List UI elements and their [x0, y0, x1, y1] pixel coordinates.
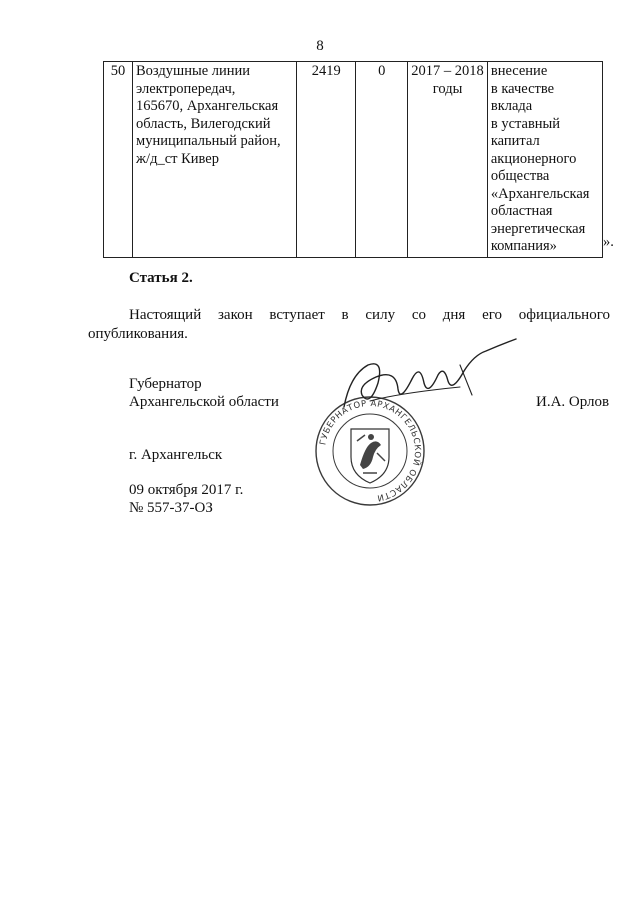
signatory-title-line: Архангельской области	[129, 394, 279, 410]
period-cell	[408, 62, 488, 258]
handwritten-signature	[340, 335, 530, 415]
method-line: в уставный	[490, 115, 561, 132]
method-line: в качестве	[490, 80, 555, 97]
row-number: 50	[104, 62, 133, 258]
length-cell: 2419	[297, 62, 356, 258]
article-text-line: опубликования.	[88, 326, 188, 342]
city: г. Архангельск	[129, 447, 223, 463]
law-date: 09 октября 2017 г.	[129, 482, 244, 498]
method-cell	[487, 62, 602, 258]
seal-ring-text: ГУБЕРНАТОР АРХАНГЕЛЬСКОЙ ОБЛАСТИ	[318, 398, 423, 503]
method-line: компания»	[490, 238, 557, 254]
method-line: «Архангельская	[490, 185, 590, 202]
object-name-line: ж/д_ст Кивер	[136, 150, 219, 167]
article-heading: Статья 2.	[129, 270, 193, 286]
method-line: энергетическая	[490, 220, 586, 237]
method-line: областная	[490, 203, 553, 219]
period-line: 2017 – 2018	[411, 63, 484, 79]
method-line: акционерного	[490, 150, 577, 167]
signatory-title-line: Губернатор	[129, 376, 202, 392]
object-name-line: Воздушные линии	[136, 63, 251, 79]
object-name-line: 165670, Архангельская	[136, 98, 279, 114]
method-line: капитал	[490, 133, 540, 149]
method-line: общества	[490, 168, 550, 184]
object-name-line: электропередач,	[136, 80, 236, 97]
period-line: годы	[432, 80, 463, 97]
method-line: внесение	[490, 63, 548, 79]
object-name-line: муниципальный район,	[136, 133, 281, 149]
closing-quote-mark: ».	[603, 234, 614, 250]
table-row	[104, 62, 603, 258]
value-cell: 0	[356, 62, 408, 258]
law-number: № 557-37-ОЗ	[129, 500, 213, 516]
method-line: вклада	[490, 98, 533, 114]
property-table	[103, 61, 603, 258]
object-name-cell	[133, 62, 297, 258]
article-text-line: Настоящий закон вступает в силу со дня его официального	[129, 307, 610, 323]
page-number: 8	[316, 38, 324, 54]
signatory-name: И.А. Орлов	[536, 394, 610, 410]
object-name-line: область, Вилегодский	[136, 115, 271, 132]
